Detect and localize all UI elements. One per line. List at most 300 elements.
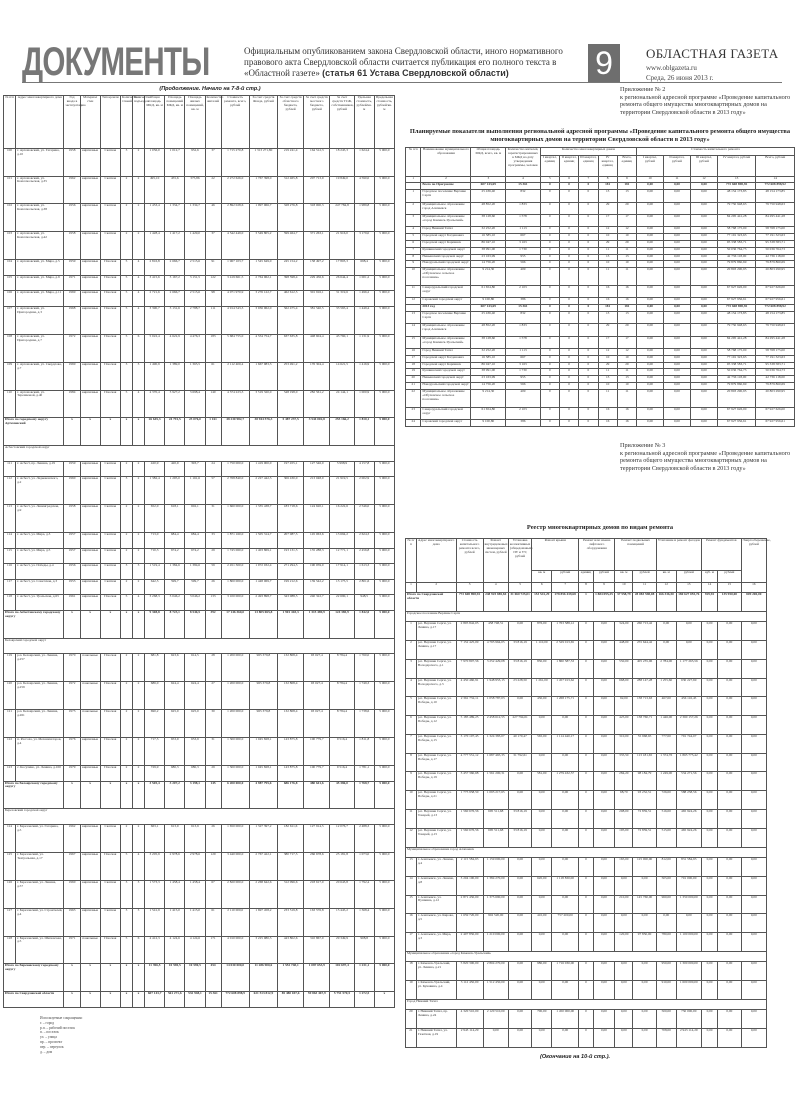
table-cell: 3 <box>406 659 417 678</box>
table-cell: 17 <box>406 933 417 952</box>
table-cell: 2 <box>406 202 421 214</box>
table-cell: 5 000,0 <box>374 232 394 260</box>
table-row <box>406 641 767 660</box>
table-cell: 9 <box>593 582 615 592</box>
table-cell: 1 384,6 <box>185 564 205 580</box>
table-cell: 13 <box>598 190 617 202</box>
table-cell: г. Артемовский, ул. Пригородная, д.3 <box>16 306 64 334</box>
table-cell: 126 <box>4 880 16 908</box>
table-cell: 375,86 <box>185 176 205 204</box>
table-cell: 1969 <box>64 291 80 307</box>
table-cell: 67 <box>205 880 221 908</box>
table-cell: 550,00 <box>615 659 633 678</box>
table1-title: Планируемые показатели выполнения региональной адресной программы «Проведение капитального ремонта общего имущества многоквартирных домов на территории Свердловской области в 2013 году» <box>409 128 791 143</box>
table-cell: 0,00 <box>676 914 701 933</box>
table-cell: 14 <box>701 582 717 592</box>
table-cell: Скатная <box>100 880 120 908</box>
table-cell: 324,00 <box>615 622 633 641</box>
table-cell: 652,0 <box>145 505 165 533</box>
table-cell: 0 <box>560 202 579 214</box>
table-cell: Плоская <box>100 362 120 390</box>
table-cell: 680,3 <box>185 765 205 781</box>
table-row <box>406 791 767 810</box>
table-cell: 0 <box>540 268 559 286</box>
table-cell: 948,5 <box>354 595 374 611</box>
table-cell: 98 <box>205 291 221 307</box>
table-cell: 0,00 <box>741 641 766 660</box>
table-cell: 5 000,0 <box>374 564 394 580</box>
table-cell: 780,00 <box>656 933 676 952</box>
table-cell: 381 540,5 <box>304 306 330 334</box>
table-cell: 1 045 828,1 <box>249 738 277 766</box>
table-row <box>406 716 767 735</box>
table-cell: г. Нижний Тагил, ул. Газетная, д.19 <box>416 1028 456 1047</box>
table-cell: 4 <box>132 852 144 880</box>
table-cell: 5 000,0 <box>374 654 394 682</box>
table-cell: 965 379,8 <box>249 654 277 682</box>
table-cell: 5 <box>120 260 132 276</box>
table-cell: 218 617,0 <box>304 880 330 908</box>
table-cell: 11 <box>598 268 617 286</box>
table-cell: 2 <box>120 824 132 852</box>
table-cell: 255 166,2 <box>330 418 354 446</box>
table-cell: 1 272,5 <box>354 992 374 1008</box>
table-cell: 614,5 <box>185 654 205 682</box>
table-cell: рублей <box>552 570 579 582</box>
table-cell: Муниципальное образование город Алапаевск <box>421 202 471 214</box>
table-cell: 284,20 <box>615 772 633 791</box>
table-cell: 667 <box>506 355 541 362</box>
table-cell: 680,3 <box>165 765 185 781</box>
table-cell: 0 <box>560 298 579 305</box>
table-cell: 5 000,0 <box>374 852 394 880</box>
table-cell: г. Артемовский, ул. Гагарина, д.10 <box>16 148 64 176</box>
table-cell: 11 <box>633 582 656 592</box>
table-cell: 0 <box>579 202 598 214</box>
table-cell: 5 000,0 <box>374 964 394 992</box>
table-cell: 0,00 <box>741 734 766 753</box>
table-cell: 33 816,19 <box>508 828 531 847</box>
table-cell: Город Нижний Тагил <box>406 999 767 1009</box>
table-cell: 12 771,1 <box>330 548 354 564</box>
table-cell: 61 <box>205 908 221 936</box>
table-cell: 0,00 <box>718 914 741 933</box>
table-cell: х <box>64 610 80 638</box>
table-cell: 5 000,0 <box>374 765 394 781</box>
table-cell: 77 191 323,63 <box>717 234 756 241</box>
table-cell: 11 <box>663 176 690 183</box>
table-cell: 31 <box>205 505 221 533</box>
table-cell: х <box>100 418 120 446</box>
table-cell: 3 276 122,7 <box>249 291 277 307</box>
table-cell: 8 <box>406 753 417 772</box>
table-cell: 1 560 676,56 <box>456 810 483 829</box>
section-row <box>406 999 767 1009</box>
section-row <box>4 638 395 654</box>
table-cell: 3 936 962,0 <box>249 306 277 334</box>
table-cell: кирпичные <box>80 477 100 505</box>
table-cell: 67 927 956,61 <box>717 298 756 305</box>
table-cell: 0,00 <box>690 268 717 286</box>
table-cell: 5 000,0 <box>374 610 394 638</box>
table-cell: 106 <box>4 291 16 307</box>
table-cell: 5 000,0 <box>374 682 394 710</box>
table-cell: 0,00 <box>508 962 531 981</box>
table-cell: 0,00 <box>593 962 615 981</box>
table-cell: 0 <box>579 622 593 641</box>
table-cell: 8 <box>579 582 593 592</box>
table-cell: 0 <box>540 254 559 261</box>
table-cell: 1957 <box>64 533 80 549</box>
total-row <box>4 964 395 992</box>
table-cell: Количество этажей <box>120 96 132 149</box>
table-cell: 0,00 <box>615 914 633 933</box>
table-cell: 0,00 <box>633 1010 656 1029</box>
table-cell: х <box>132 610 144 638</box>
table-cell: 0,00 <box>690 202 717 214</box>
table-cell: 0,00 <box>552 791 579 810</box>
table-cell: 3 131,6 <box>165 306 185 334</box>
table-cell: 0 <box>540 389 559 407</box>
table-cell: 1 490,9 <box>145 362 165 390</box>
table-cell: 1 738,6 <box>354 710 374 738</box>
table-cell: 0,00 <box>593 753 615 772</box>
table-cell: рублей <box>676 570 701 582</box>
table-cell: 8 546,5 <box>185 610 205 638</box>
table-row <box>4 548 395 564</box>
table-cell: 0 <box>579 362 598 369</box>
table-cell: р.п. Верхние Серги, ул. Победы, д.12 <box>416 716 456 735</box>
table-cell: 0,00 <box>552 810 579 829</box>
table-cell: 0 <box>540 348 559 355</box>
table-cell: 50 036 764,73 <box>756 247 795 254</box>
table-cell: 124 <box>4 824 16 852</box>
table-cell: 1 453,4 <box>145 204 165 232</box>
table-cell: 1 573,3 <box>145 880 165 908</box>
table-cell: 3 549 805,2 <box>249 232 277 260</box>
table-cell: 0,00 <box>701 828 717 847</box>
table-cell: III квартал, единиц <box>579 155 598 176</box>
table-cell: 0 <box>579 876 593 895</box>
table-cell: Итого по Свердловской области <box>406 593 457 612</box>
table-cell: 0,00 <box>593 734 615 753</box>
table-cell: 1 730 <box>506 247 541 254</box>
table-cell: 0,00 <box>637 298 664 305</box>
table-cell: кирпичные <box>80 232 100 260</box>
table-cell: 467,00 <box>656 697 676 716</box>
table-cell: 3 <box>132 362 144 390</box>
table-cell: 2 <box>132 204 144 232</box>
table-cell: 0,00 <box>532 895 552 914</box>
table-cell: 908,8 <box>354 936 374 964</box>
table-cell: 0,00 <box>718 678 741 697</box>
table-cell: г. Нижний Тагил, пр. Ленина, д.24 <box>416 1010 456 1029</box>
table-cell: 0 <box>579 716 593 735</box>
table-cell: Площадь помещений МКД, кв. м <box>165 96 185 149</box>
table-cell: 772 608 898,92 <box>717 305 756 312</box>
table-cell: 0,00 <box>615 1010 633 1029</box>
table-cell: 12 <box>617 227 636 234</box>
table-cell: 4 777 551,12 <box>456 753 483 772</box>
table-cell: 2 361 732,11 <box>456 697 483 716</box>
table-cell: Городской округ Карпинск <box>421 240 471 247</box>
table-cell: 3 <box>471 176 506 183</box>
table-cell: 2 <box>120 738 132 766</box>
table-cell: 0,00 <box>701 716 717 735</box>
table-cell: 181 <box>617 305 636 312</box>
table-cell: 105 <box>4 275 16 291</box>
table-cell: кирпичные <box>80 505 100 533</box>
table-cell: х <box>132 781 144 809</box>
table-cell: 0 <box>579 697 593 716</box>
table-cell: 1 300 000,00 <box>676 962 701 981</box>
table-cell: р.п. Белоярский, ул. Ленина, д.261 <box>16 710 64 738</box>
table-cell: Адрес многоквартирного дома <box>416 539 456 583</box>
table-cell: 0,00 <box>701 622 717 641</box>
table-cell: 809 200,00 <box>741 593 766 612</box>
table-cell: 0,00 <box>663 183 690 190</box>
table-cell: 932,6 <box>185 148 205 176</box>
table-cell: 1 760,0 <box>354 654 374 682</box>
newspaper-info <box>646 46 786 82</box>
table-cell: 1 884 095,25 <box>593 593 615 612</box>
table-cell: 0 <box>560 240 579 247</box>
table-cell: 0 <box>579 772 593 791</box>
table-cell: 392 <box>205 610 221 638</box>
total-row <box>4 781 395 809</box>
table-cell: 0,00 <box>552 828 579 847</box>
table-cell: 248 925 885,84 <box>483 593 508 612</box>
table-cell: 26 644,4 <box>330 275 354 291</box>
table-cell: 42 736 118,00 <box>756 376 795 383</box>
table-row <box>406 336 795 348</box>
table-cell: 1958 <box>64 148 80 176</box>
table-cell: рублей <box>593 570 615 582</box>
table-cell: г. Артемовский, ул. Пригородная, д.7 <box>16 334 64 362</box>
table-cell: 10 <box>406 791 417 810</box>
table-cell: 0 <box>540 336 559 348</box>
table-cell: 112 <box>4 477 16 505</box>
table-cell: 0 <box>540 312 559 324</box>
table-cell: Материал стен <box>80 96 100 149</box>
table-cell: 456 116,45 <box>676 697 701 716</box>
table-cell: 16 <box>617 286 636 298</box>
table-cell: Невьянский городской округ <box>421 254 471 261</box>
table-cell: Всего по Программе <box>421 183 471 190</box>
table-cell: 0,00 <box>656 641 676 660</box>
table-cell: 0 <box>579 298 598 305</box>
table-cell: 23 <box>406 407 421 419</box>
table-cell: 637 635,8 <box>278 334 304 362</box>
table-cell: 1967 <box>64 852 80 880</box>
table-cell: 480 641,6 <box>304 781 330 809</box>
table-cell: 0,00 <box>718 791 741 810</box>
table-cell: 0,00 <box>637 214 664 226</box>
table-cell: 3 505,4 <box>145 781 165 809</box>
table-cell: 1 <box>579 593 593 612</box>
table-cell: г. Артемовский, ул. Терешковой, д.40 <box>16 390 64 418</box>
table-cell: 599,7 <box>165 579 185 595</box>
table-cell: 278 856 439,68 <box>552 593 579 612</box>
table-cell: 79 879 860,69 <box>717 383 756 390</box>
table-cell: 9 308,8 <box>145 610 165 638</box>
table-cell: 72 859,51 <box>633 828 656 847</box>
newspaper-url[interactable]: www.oblgazeta.ru <box>646 64 697 72</box>
table-cell: 0,00 <box>633 981 656 1000</box>
table-cell: 133 <box>205 595 221 611</box>
table-cell: 708,00 <box>656 1028 676 1047</box>
table-cell: 0,00 <box>593 622 615 641</box>
table-row <box>4 908 395 936</box>
table-cell: 0,00 <box>637 376 664 383</box>
table-cell: 5 000,0 <box>374 908 394 936</box>
table-cell: 16 <box>598 298 617 305</box>
table-cell: Муниципальное образование город Алапаевск <box>406 847 767 857</box>
table-cell: 0,00 <box>690 254 717 261</box>
table-cell: г. Березовский, ул. Театральная, д.17 <box>16 852 64 880</box>
table-cell: 2 820 000,0 <box>221 880 249 908</box>
table-cell: 0,00 <box>690 312 717 324</box>
table-cell: 0 <box>560 389 579 407</box>
table-cell: 2 666,7 <box>165 260 185 276</box>
table-cell: х <box>64 992 80 1008</box>
table-cell: 1 449,4 <box>354 306 374 334</box>
table-cell: 2 120 510,00 <box>483 1010 508 1029</box>
table-cell: 2 666,7 <box>165 291 185 307</box>
table-cell: 1 496,2 <box>354 291 374 307</box>
table-cell: 0 <box>579 240 598 247</box>
table-cell: 2 <box>132 533 144 549</box>
table-cell: 0,00 <box>552 753 579 772</box>
table-cell: 10 590,5 <box>165 964 185 992</box>
table-cell: 455,6 <box>165 176 185 204</box>
table-cell: 1 382,4 <box>145 477 165 505</box>
table-cell: 16 222,6 <box>330 505 354 533</box>
table-cell: № п/п <box>4 96 16 149</box>
table-cell: г. Артемовский, ул. Мира, д.5 <box>16 260 64 276</box>
table-cell: г. Березовский, ул. Шиловская, д.5 <box>16 936 64 964</box>
table-cell: 25 436,40 <box>471 190 506 202</box>
table-cell: 621 513 812,9 <box>249 992 277 1008</box>
table-cell: 0,00 <box>615 981 633 1000</box>
table-cell: 4 124,6 <box>185 936 205 964</box>
table-row <box>406 202 795 214</box>
table-cell: 1 860 587,53 <box>552 659 579 678</box>
table-cell: I квартал, единиц <box>540 155 559 176</box>
table-cell: 14 <box>406 876 417 895</box>
table-cell: 4 374 223,3 <box>221 390 249 418</box>
table-cell: 84 295 441,28 <box>717 214 756 226</box>
table-cell: 306 430,0 <box>278 477 304 505</box>
table-cell: 67 927 626,00 <box>717 407 756 419</box>
table-cell: 0 <box>579 324 598 336</box>
table-cell: г. Артемовский, ул. Мира, д.11 <box>16 291 64 307</box>
table-cell: 16 585,10 <box>471 234 506 241</box>
table-cell: Итого по Асбестовскому городскому округу <box>4 610 64 638</box>
table-cell: 7 970 807,56 <box>456 659 483 678</box>
table-cell: 2 784,00 <box>656 659 676 678</box>
table-cell: 1 415,0 <box>165 908 185 936</box>
table-cell: 2 721,6 <box>145 291 165 307</box>
table-cell: 0 <box>560 254 579 261</box>
table-cell: 0 <box>540 247 559 254</box>
table-cell: Кушвинский городской округ <box>421 247 471 254</box>
table-cell: 929,92 <box>701 593 717 612</box>
table-cell: 61 <box>205 362 221 390</box>
table-cell: 158 497,2 <box>304 260 330 276</box>
table-cell: 965 379,8 <box>249 710 277 738</box>
table-cell: 16 <box>406 914 417 933</box>
table-cell: 1 200 000,0 <box>221 710 249 738</box>
table-row <box>4 682 395 710</box>
table-cell: 0 <box>560 247 579 254</box>
table-cell: 2 788,7 <box>185 306 205 334</box>
table-cell: 0,00 <box>637 312 664 324</box>
table-cell: 1 541,9 <box>145 908 165 936</box>
table-cell: 1 948 953,15 <box>483 678 508 697</box>
table-cell: 58 768 175,00 <box>717 348 756 355</box>
table-cell: х <box>100 964 120 992</box>
table-cell: 516,00 <box>656 810 676 829</box>
table-cell: 15 <box>406 336 421 348</box>
table-cell: 15 <box>406 895 417 914</box>
table-cell: 13 <box>717 176 756 183</box>
table-cell: 5 <box>406 234 421 241</box>
table-cell: 260 713,42 <box>633 622 656 641</box>
official-notice <box>244 46 580 79</box>
table-cell: 11 396,5 <box>145 964 165 992</box>
table-cell: 0,00 <box>676 622 701 641</box>
table-cell: 1970 <box>64 654 80 682</box>
table-cell: 1 <box>406 582 417 592</box>
table-cell: 95 338 583,71 <box>717 362 756 369</box>
table-cell: 95 338 583,71 <box>756 240 795 247</box>
table-cell: II квартал, единиц <box>560 155 579 176</box>
table-cell: 0,00 <box>637 240 664 247</box>
table-cell: р.п. Белоярский, ул. Ленина, д.257 <box>16 654 64 682</box>
table-cell: 4 412,3 <box>145 936 165 964</box>
table-cell: 2 <box>132 579 144 595</box>
table-cell: 4 914 543,3 <box>221 306 249 334</box>
table-cell: 642,5 <box>145 579 165 595</box>
table-cell: 443 802,6 <box>278 936 304 964</box>
table-cell: 0,00 <box>718 981 741 1000</box>
table-cell: 108 <box>4 334 16 362</box>
table-cell: 7 <box>406 247 421 254</box>
table-cell: 371 263,1 <box>304 232 330 260</box>
table-cell: 0,00 <box>701 678 717 697</box>
table-cell: 0,00 <box>637 383 664 390</box>
table-row <box>406 810 767 829</box>
table-cell: Плоская <box>100 852 120 880</box>
table-cell: 1 810,1 <box>354 418 374 446</box>
legend-item: р.п. – рабочий поселок <box>40 1025 75 1030</box>
table-cell: 32 252,20 <box>471 348 506 355</box>
table-row <box>406 895 767 914</box>
table-cell: 0 <box>579 828 593 847</box>
table-cell: 0,00 <box>741 1028 766 1047</box>
table-cell: 0 <box>560 376 579 383</box>
table-cell: 45 386,0 <box>330 781 354 809</box>
table-row <box>406 190 795 202</box>
table-cell: 24 791,5 <box>165 418 185 446</box>
table-cell: 19 <box>406 981 417 1000</box>
table-cell: 0,00 <box>718 962 741 981</box>
table-cell: 97 850,00 <box>633 933 656 952</box>
table-cell: 2 <box>120 765 132 781</box>
table-cell: 67 927 626,00 <box>756 407 795 419</box>
table-cell: Плоская <box>100 260 120 276</box>
